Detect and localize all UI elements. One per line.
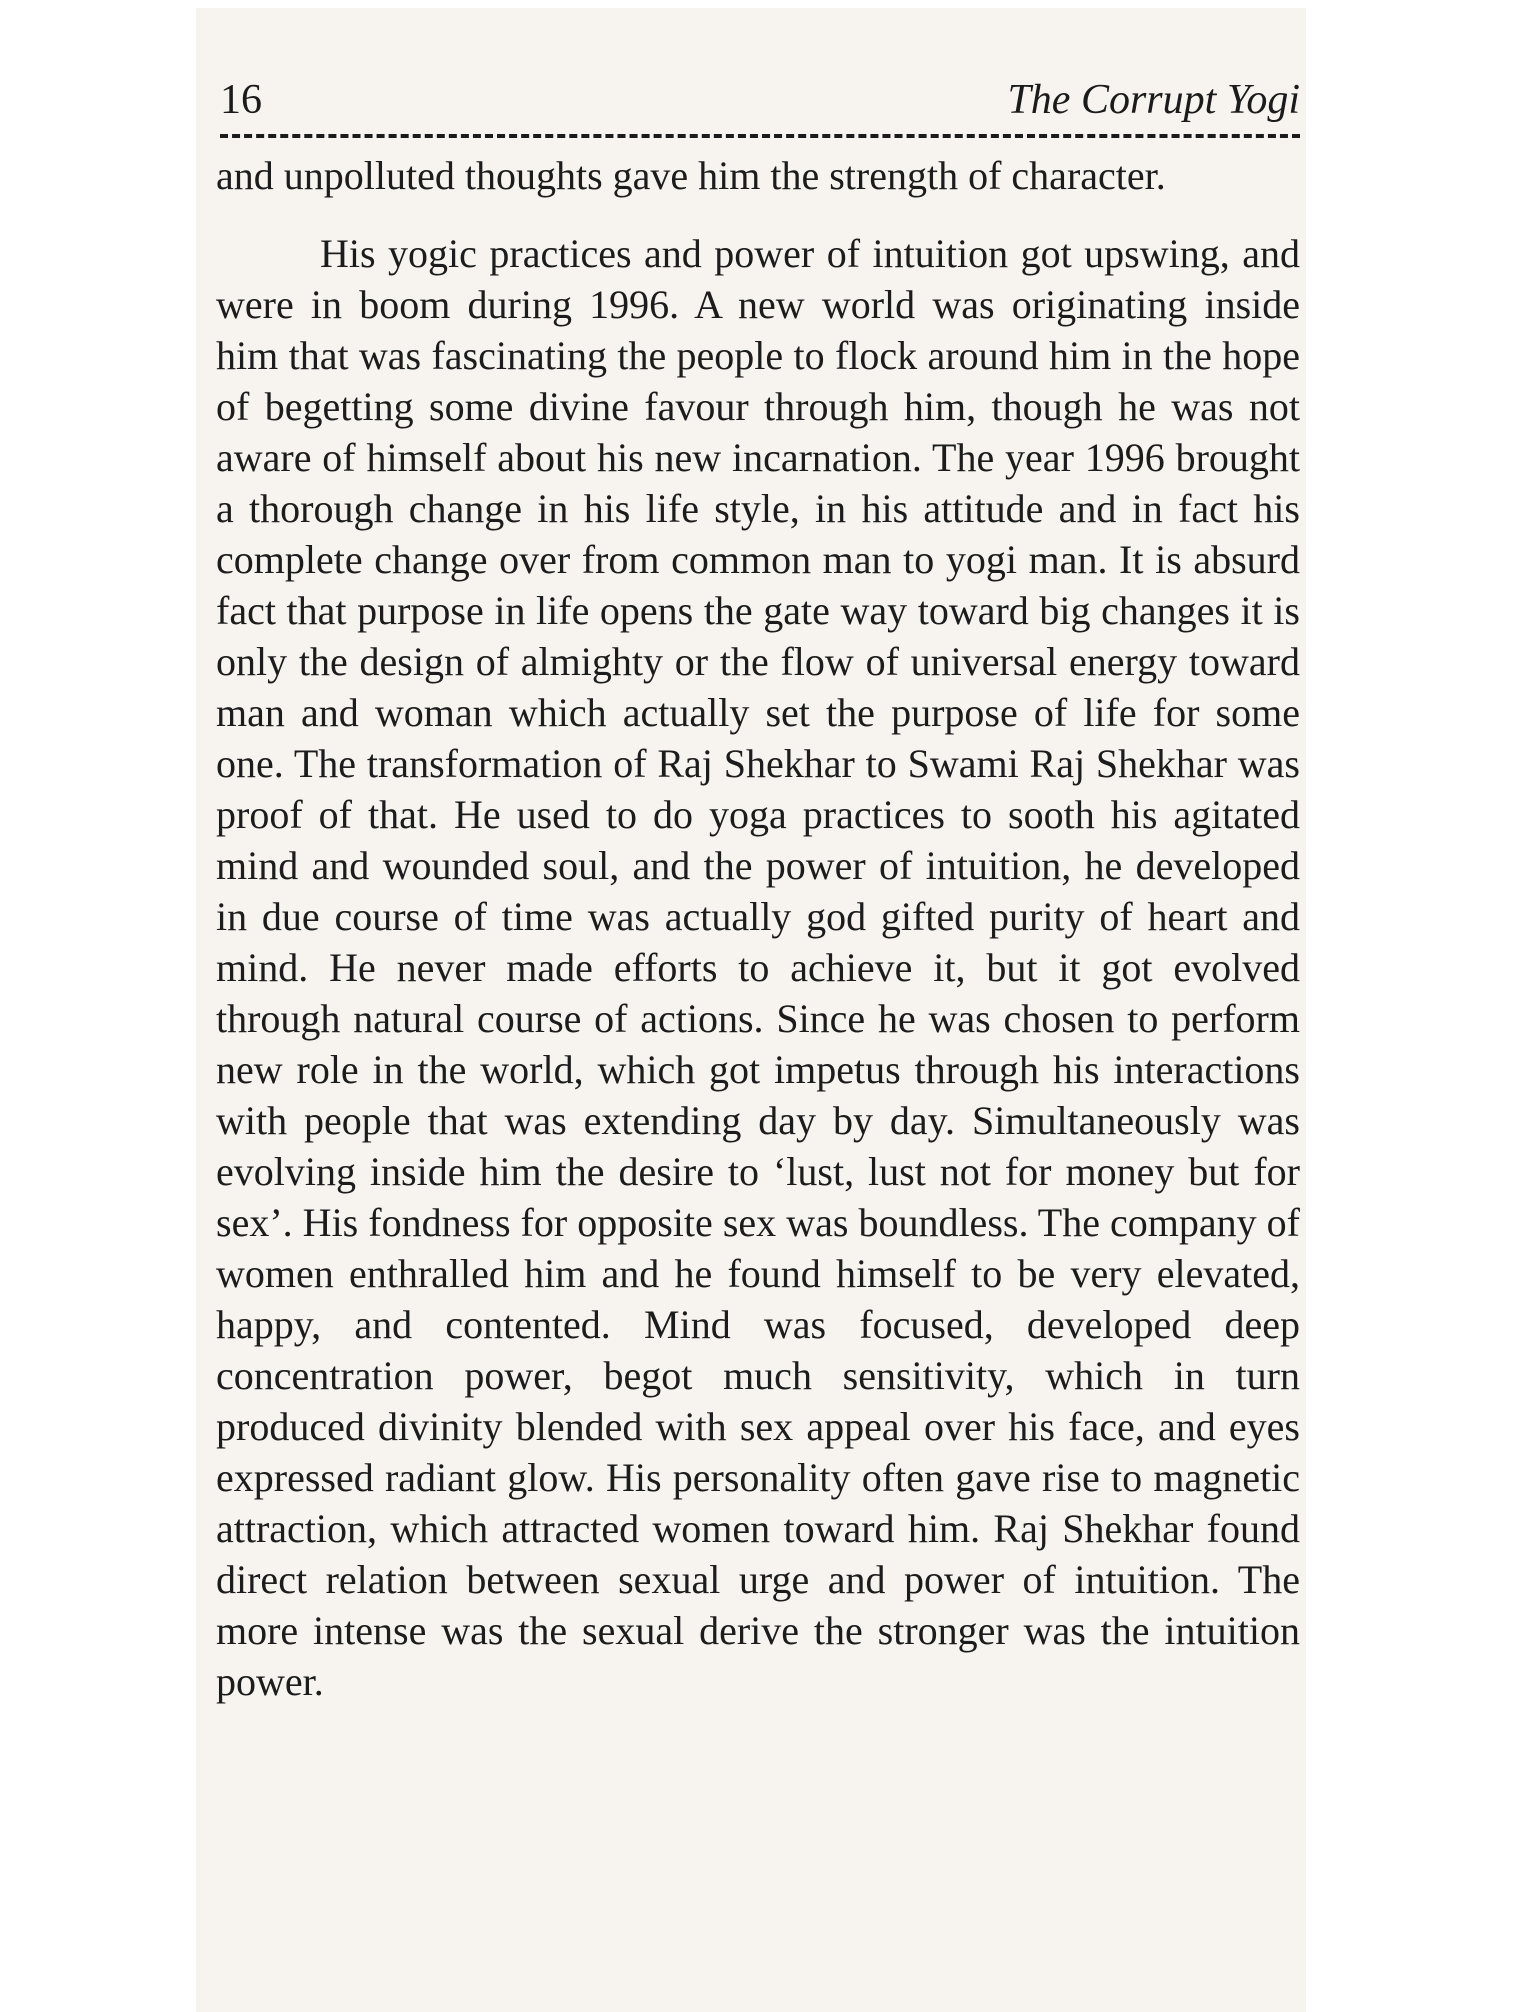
body-text [216,150,1300,1707]
paragraph-continuation: and unpolluted thoughts gave him the strength of character. [216,153,1166,198]
page-header [220,72,1300,128]
running-title: The Corrupt Yogi [1007,77,1300,123]
paragraph-main: His yogic practices and power of intuition got upswing, and were in boom during 1996. A new world was originating inside him that was fascinating the people to flock around him in the hope of begetting some divine favour through him, though he was not aware of himself about his new incarnation. The year 1996 brought a thorough change in his life style, in his attitude and in fact his complete change over from common man to yogi man. It is absurd fact that purpose in life opens the gate way toward big changes it is only the design of almighty or the flow of universal energy toward man and woman which actually set the purpose of life for some one. The transformation of Raj Shekhar to Swami Raj Shekhar was proof of that. He used to do yoga practices to sooth his agitated mind and wounded soul, and the power of intuition, he developed in due course of time was actually god gifted purity of heart and mind. He never made efforts to achieve it, but it got evolved through natural course of actions. Since he was chosen to perform new role in the world, which got impetus through his interactions with people that was extending day by day. Simultaneously was evolving inside him the desire to ‘lust, lust not for money but for sex’. His fondness for opposite sex was boundless. The company of women enthralled him and he found himself to be very elevated, happy, and contented. Mind was focused, developed deep concentration power, begot much sensitivity, which in turn produced divinity blended with sex appeal over his face, and eyes expressed radiant glow. His personality often gave rise to magnetic attraction, which attracted women toward him. Raj Shekhar found direct relation between sexual urge and power of intuition. The more intense was the sexual derive the stronger was the intuition power. [216,231,1300,1704]
page-number: 16 [220,77,262,123]
header-rule [220,134,1300,138]
